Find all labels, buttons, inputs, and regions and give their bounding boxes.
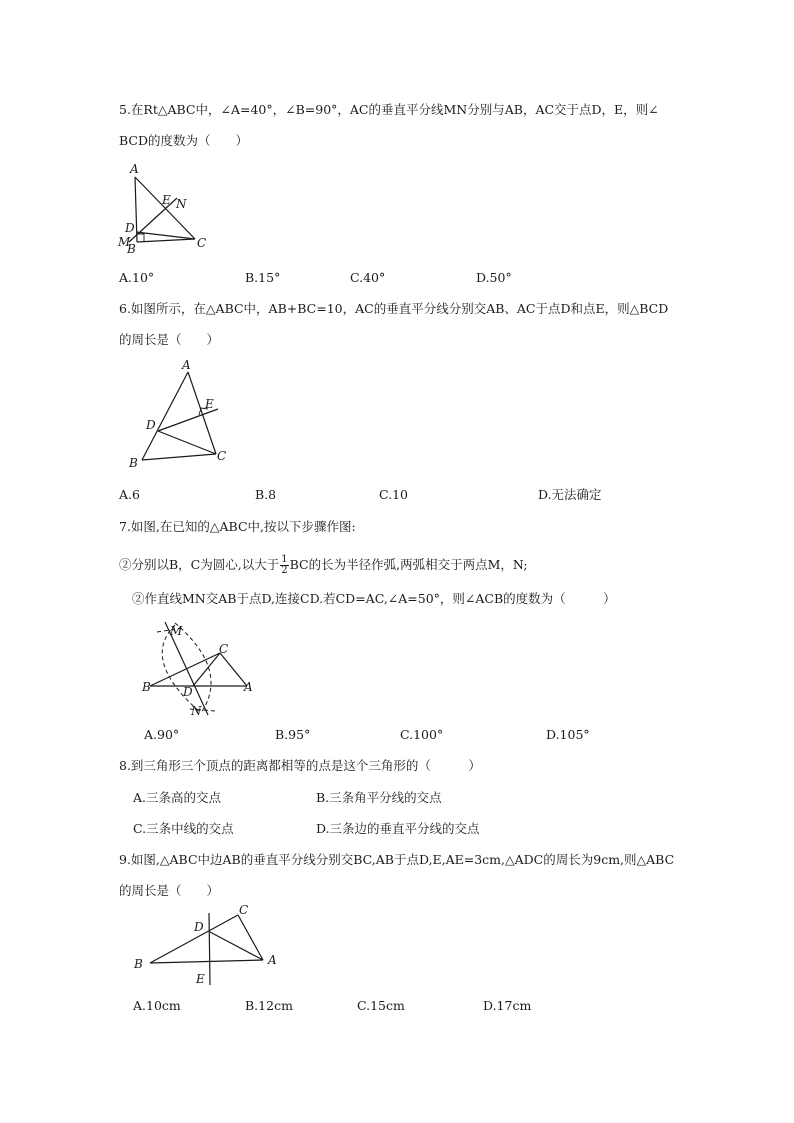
- q9-option-d[interactable]: D.17cm: [483, 998, 532, 1013]
- q8-option-c[interactable]: C.三条中线的交点: [133, 821, 234, 836]
- q6-edge-dc: [158, 431, 216, 454]
- q6-label-a: A: [182, 358, 191, 372]
- q7-step1: [119, 555, 528, 576]
- q6-label-d: D: [146, 418, 156, 432]
- q6-stem-line2: 的周长是（ ）: [119, 332, 220, 347]
- q9-edge-ba: [150, 960, 263, 963]
- q9-stem-line1: 9.如图,△ABC中边AB的垂直平分线分别交BC,AB于点D,E,AE=3cm,△ADC的周长为9cm,则△ABC: [119, 852, 675, 867]
- q6-label-e: E: [205, 397, 214, 411]
- q7-figure: [135, 615, 265, 720]
- q6-option-d[interactable]: D.无法确定: [538, 487, 602, 502]
- q7-edge-cd: [193, 653, 220, 686]
- q7-option-a[interactable]: A.90°: [144, 727, 180, 742]
- q5-label-a: A: [130, 162, 139, 176]
- q5-stem-line1: 5.在Rt△ABC中，∠A=40°，∠B=90°，AC的垂直平分线MN分别与AB，AC交于点D，E，则∠: [119, 102, 659, 117]
- q5-stem-line2: BCD的度数为（ ）: [119, 133, 249, 148]
- q9-option-b[interactable]: B.12cm: [245, 998, 293, 1013]
- q5-option-d[interactable]: D.50°: [476, 270, 512, 285]
- q7-option-d[interactable]: D.105°: [546, 727, 590, 742]
- q7-arc-left: [162, 625, 201, 713]
- q9-label-b: B: [134, 957, 143, 971]
- q9-label-d: D: [194, 920, 204, 934]
- q7-frac-num: 1: [281, 554, 288, 565]
- q5-label-e: E: [162, 193, 171, 207]
- q7-step1-before: ②分别以B，C为圆心,以大于: [119, 557, 280, 572]
- q9-option-c[interactable]: C.15cm: [357, 998, 405, 1013]
- q7-label-c: C: [219, 642, 229, 656]
- q9-stem-line2: 的周长是（ ）: [119, 883, 220, 898]
- q6-edge-ac: [188, 372, 216, 454]
- q5-label-c: C: [197, 236, 207, 250]
- q6-edge-bc: [142, 454, 216, 460]
- q9-label-c: C: [239, 905, 249, 917]
- q7-edge-ca: [220, 653, 247, 686]
- q5-label-b: B: [127, 242, 136, 256]
- q7-step2: ②作直线MN交AB于点D,连接CD.若CD=AC,∠A=50°，则∠ACB的度数为（ ）: [132, 591, 616, 606]
- q7-label-a: A: [244, 680, 253, 694]
- q7-option-b[interactable]: B.95°: [275, 727, 311, 742]
- q6-label-b: B: [129, 456, 138, 470]
- q8-option-b[interactable]: B.三条角平分线的交点: [316, 790, 442, 805]
- q9-label-a: A: [268, 953, 277, 967]
- q7-label-m: M: [170, 624, 183, 638]
- q6-option-c[interactable]: C.10: [379, 487, 408, 502]
- q6-label-c: C: [217, 449, 227, 463]
- q6-figure: [120, 357, 245, 472]
- q7-frac-den: 2: [281, 565, 288, 576]
- q9-figure: [130, 905, 290, 990]
- q9-option-a[interactable]: A.10cm: [133, 998, 181, 1013]
- q9-perp-bisector: [209, 913, 210, 985]
- q5-option-a[interactable]: A.10°: [119, 270, 155, 285]
- q5-right-angle: [137, 234, 144, 242]
- q5-edge-cd: [136, 232, 195, 239]
- q5-label-n: N: [176, 197, 187, 211]
- q5-option-b[interactable]: B.15°: [245, 270, 281, 285]
- q7-label-b: B: [142, 680, 151, 694]
- q5-option-c[interactable]: C.40°: [350, 270, 386, 285]
- q6-option-b[interactable]: B.8: [255, 487, 277, 502]
- q6-edge-ab: [142, 372, 188, 460]
- q7-step1-after: BC的长为半径作弧,两弧相交于两点M，N;: [289, 557, 528, 572]
- q8-option-a[interactable]: A.三条高的交点: [133, 790, 222, 805]
- q7-option-c[interactable]: C.100°: [400, 727, 444, 742]
- q5-edge-bc: [137, 239, 195, 242]
- q7-fraction: [280, 555, 288, 576]
- q7-label-d: D: [183, 685, 193, 699]
- q7-label-n: N: [191, 704, 202, 718]
- q6-option-a[interactable]: A.6: [119, 487, 140, 502]
- q8-option-d[interactable]: D.三条边的垂直平分线的交点: [316, 821, 480, 836]
- q5-figure: [115, 162, 225, 257]
- q5-label-d: D: [125, 221, 135, 235]
- q9-label-e: E: [196, 972, 205, 986]
- q8-stem: 8.到三角形三个顶点的距离都相等的点是这个三角形的（ ）: [119, 758, 481, 773]
- q6-stem-line1: 6.如图所示，在△ABC中，AB+BC=10，AC的垂直平分线分别交AB、AC于点D和点E，则△BCD: [119, 301, 669, 316]
- q5-label-m: M: [118, 235, 131, 249]
- q7-stem-line1: 7.如图,在已知的△ABC中,按以下步骤作图:: [119, 519, 356, 534]
